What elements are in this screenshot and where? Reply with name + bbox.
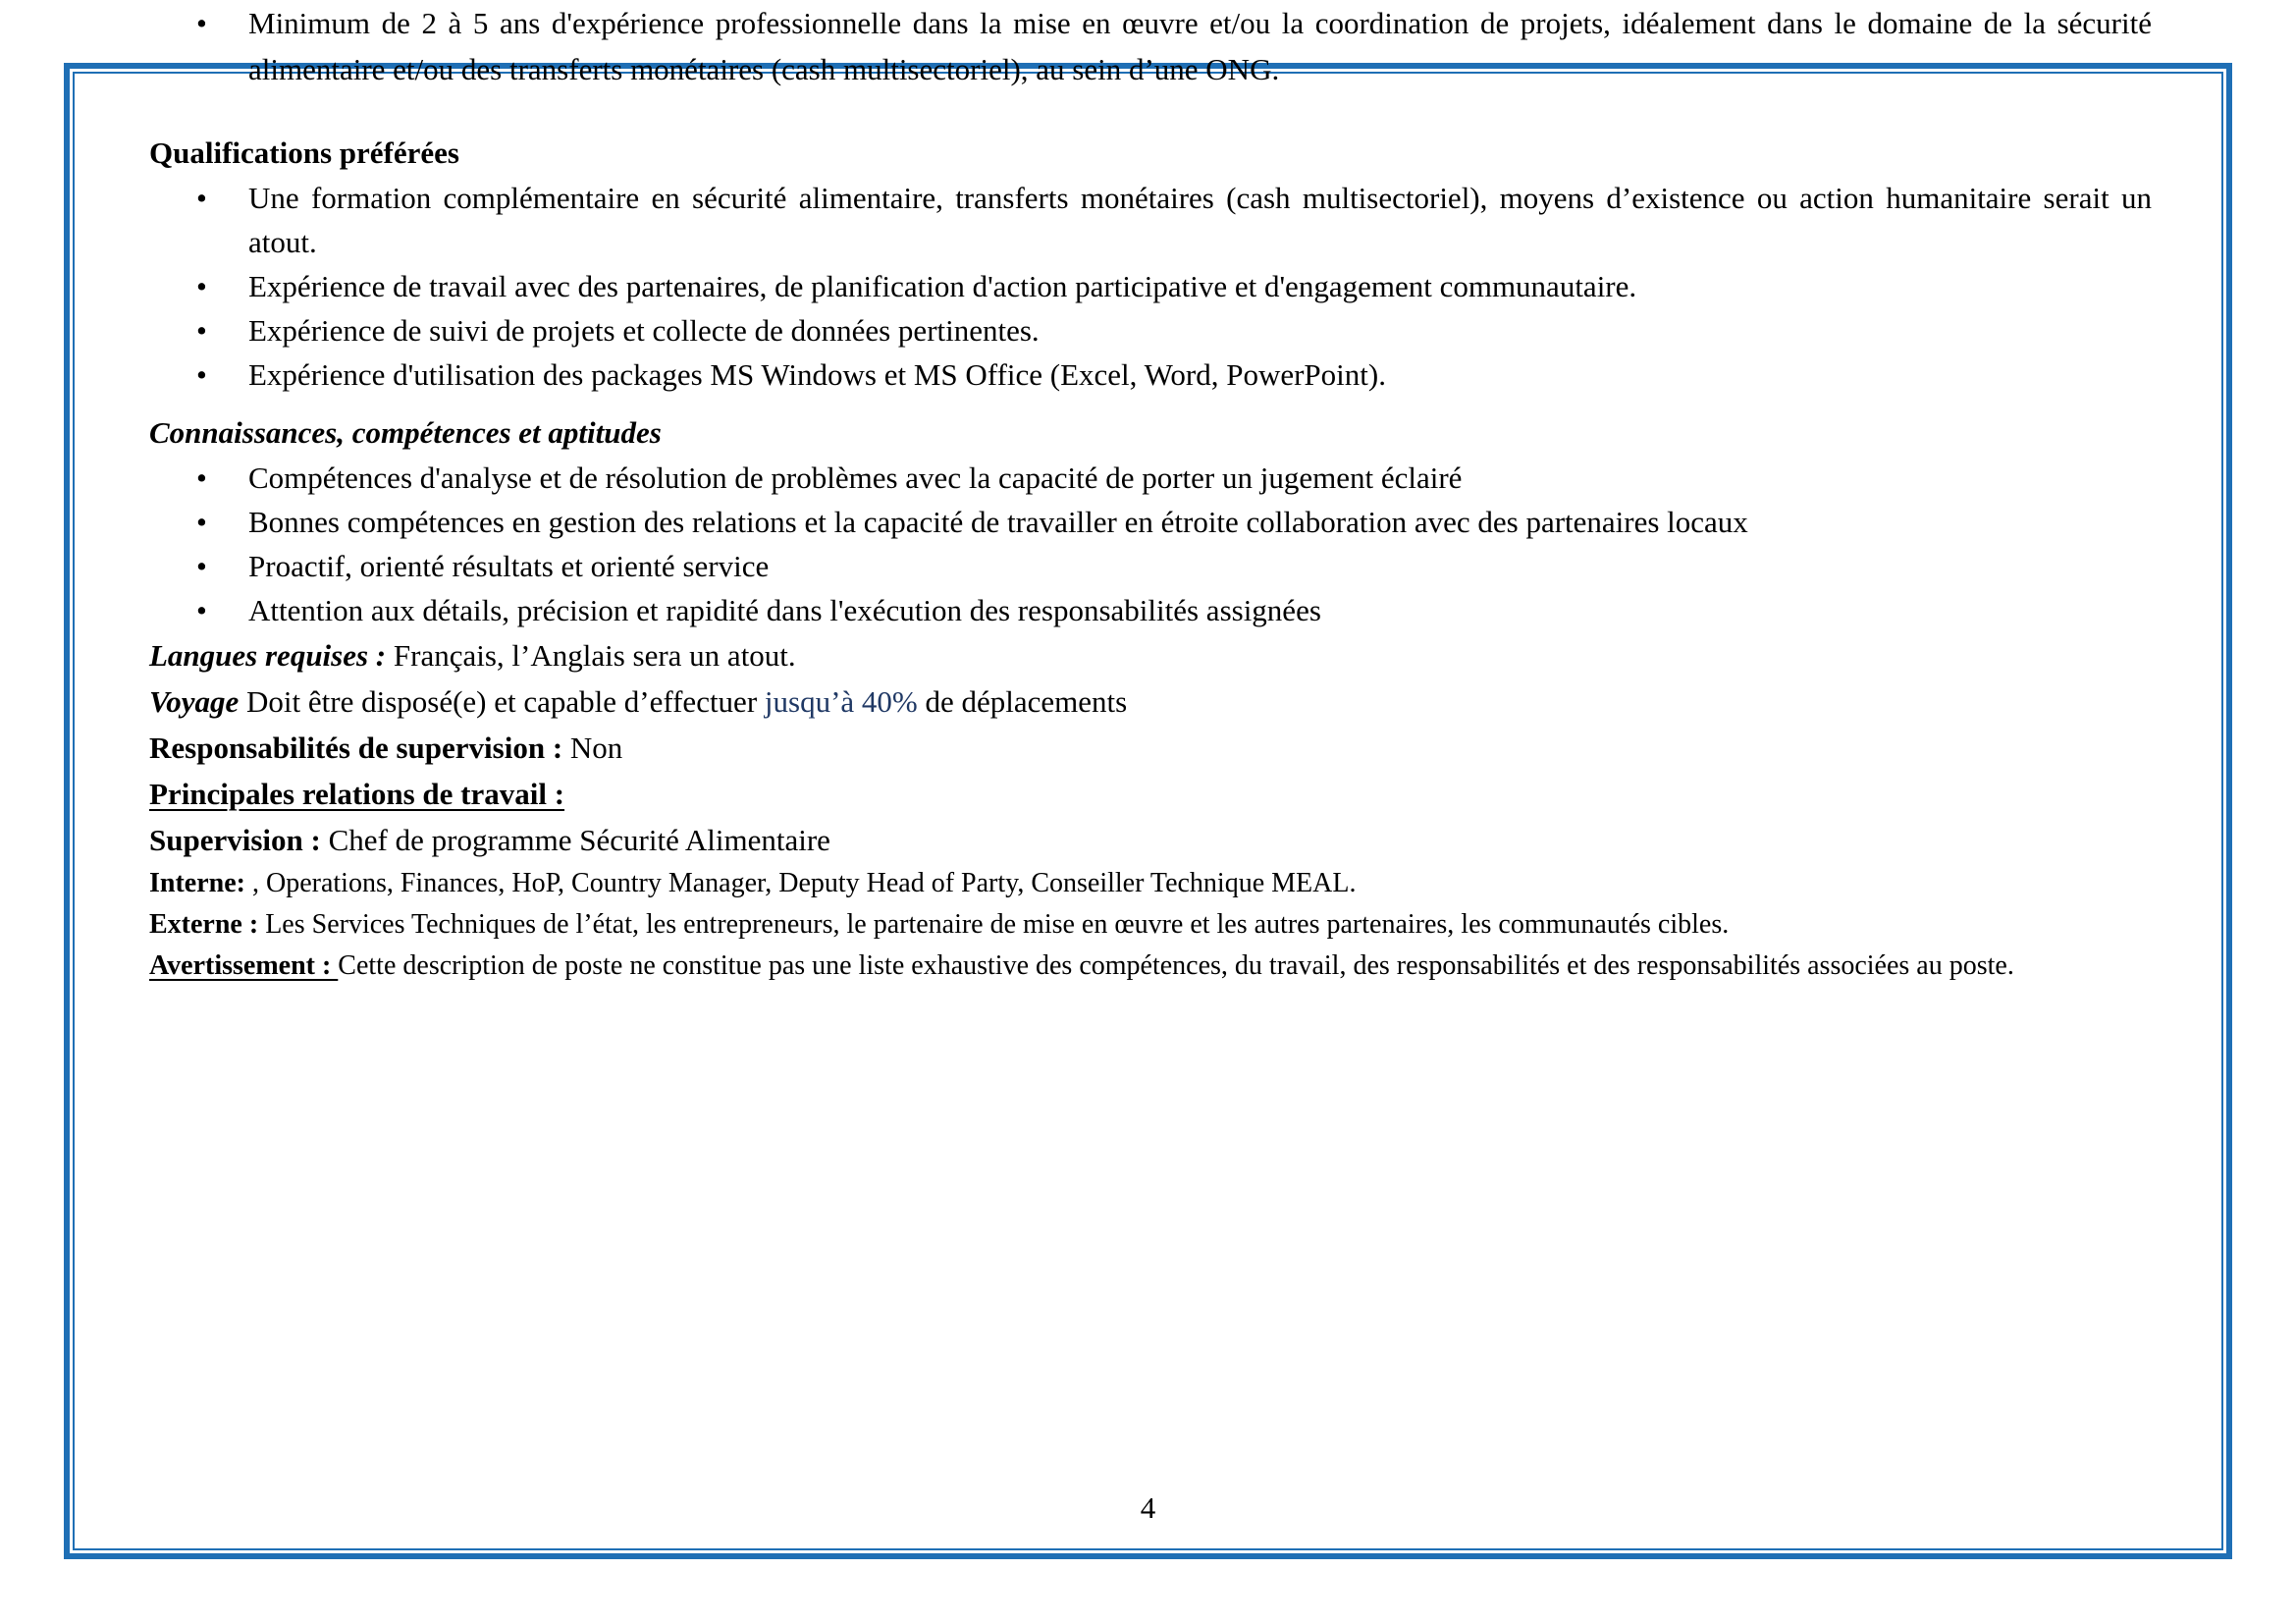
languages-text: Français, l’Anglais sera un atout.: [386, 638, 796, 673]
competences-bullet-list: [149, 456, 2152, 632]
bullet-icon: •: [196, 6, 207, 40]
section-heading-qualifications: Qualifications préférées: [149, 135, 459, 170]
list-item: [149, 352, 2152, 397]
supervision-responsibilities-line: [149, 725, 2152, 771]
list-item: [149, 264, 2152, 308]
list-item-text: Expérience d'utilisation des packages MS Windows et MS Office (Excel, Word, PowerPoint).: [248, 357, 1386, 392]
disclaimer-line: [149, 946, 2152, 987]
languages-label: Langues requises :: [149, 638, 387, 673]
bullet-icon: •: [196, 357, 207, 392]
external-relations-label: Externe :: [149, 909, 259, 940]
disclaimer-label: Avertissement :: [149, 950, 339, 981]
list-item-text: Minimum de 2 à 5 ans d'expérience professionnelle dans la mise en œuvre et/ou la coordination de projets, idéalement dans le domaine de la sécurité alimentaire et/ou des transferts monétaires (cash multisectoriel), au sein d’une ONG.: [248, 6, 2152, 86]
work-relations-heading: [149, 771, 2152, 817]
travel-label: Voyage: [149, 684, 240, 719]
list-item: [149, 308, 2152, 352]
bullet-icon: •: [196, 505, 207, 539]
list-item: [149, 176, 2152, 264]
page-content: [149, 0, 2152, 987]
external-relations-line: [149, 904, 2152, 946]
travel-text-before: Doit être disposé(e) et capable d’effectuer: [239, 684, 765, 719]
disclaimer-text: Cette description de poste ne constitue pas une liste exhaustive des compétences, du travail, des responsabilités et des responsabilités associées au poste.: [338, 950, 2014, 981]
list-item-text: Compétences d'analyse et de résolution de problèmes avec la capacité de porter un jugement éclairé: [248, 460, 1463, 495]
supervision-label: Supervision :: [149, 823, 321, 857]
qualifications-bullet-list: [149, 176, 2152, 397]
list-item: [149, 0, 2152, 92]
travel-highlight: jusqu’à 40%: [764, 684, 918, 719]
list-item-text: Proactif, orienté résultats et orienté service: [248, 549, 770, 583]
section-heading-competences: Connaissances, compétences et aptitudes: [149, 415, 662, 450]
supervision-responsibilities-label: Responsabilités de supervision :: [149, 731, 563, 765]
bullet-icon: •: [196, 269, 207, 303]
list-item-text: Bonnes compétences en gestion des relations et la capacité de travailler en étroite collaboration avec des partenaires locaux: [248, 505, 1748, 539]
travel-line: [149, 678, 2152, 725]
bullet-icon: •: [196, 593, 207, 627]
list-item-text: Attention aux détails, précision et rapidité dans l'exécution des responsabilités assignées: [248, 593, 1321, 627]
list-item: [149, 588, 2152, 632]
bullet-icon: •: [196, 181, 207, 215]
list-item: [149, 456, 2152, 500]
work-relations-heading-text: Principales relations de travail :: [149, 777, 565, 811]
travel-text-after: de déplacements: [917, 684, 1128, 719]
bullet-icon: •: [196, 549, 207, 583]
internal-relations-line: [149, 863, 2152, 904]
list-item-text: Expérience de travail avec des partenaires, de planification d'action participative et d'engagement communautaire.: [248, 269, 1637, 303]
internal-relations-text: , Operations, Finances, HoP, Country Manager, Deputy Head of Party, Conseiller Technique MEAL.: [244, 868, 1357, 898]
bullet-icon: •: [196, 460, 207, 495]
list-item-text: Expérience de suivi de projets et collecte de données pertinentes.: [248, 313, 1040, 348]
intro-bullet-list: [149, 0, 2152, 92]
list-item: [149, 544, 2152, 588]
supervision-text: Chef de programme Sécurité Alimentaire: [320, 823, 830, 857]
external-relations-text: Les Services Techniques de l’état, les entrepreneurs, le partenaire de mise en œuvre et les autres partenaires, les communautés cibles.: [258, 909, 1730, 940]
list-item: [149, 500, 2152, 544]
list-item-text: Une formation complémentaire en sécurité alimentaire, transferts monétaires (cash multisectoriel), moyens d’existence ou action humanitaire serait un atout.: [248, 181, 2152, 259]
page-number: 4: [1140, 1490, 1156, 1525]
internal-relations-label: Interne:: [149, 868, 245, 898]
languages-line: [149, 632, 2152, 678]
bullet-icon: •: [196, 313, 207, 348]
supervision-line: [149, 817, 2152, 863]
supervision-responsibilities-text: Non: [562, 731, 623, 765]
